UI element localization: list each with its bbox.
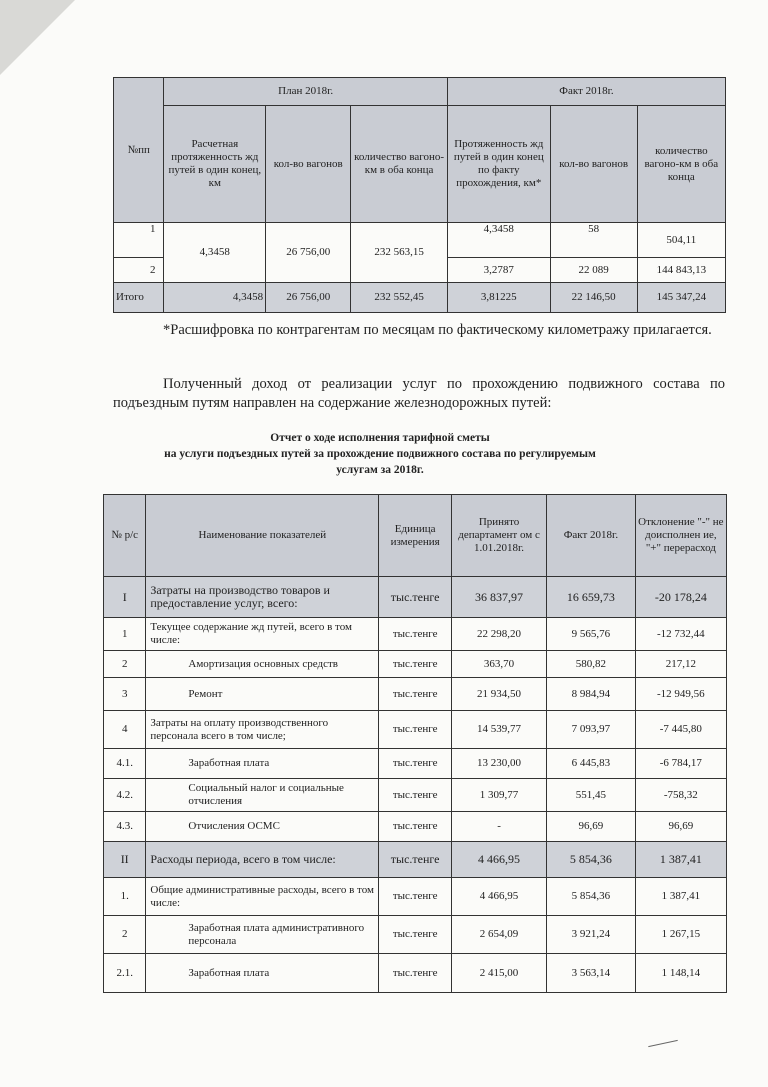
row-fact: 8 984,94 <box>547 678 636 711</box>
row-plan: 1 309,77 <box>452 779 547 812</box>
total-value: 145 347,24 <box>637 283 725 313</box>
row-deviation: -7 445,80 <box>635 711 726 749</box>
report-title-line3: услугам за 2018г. <box>336 464 424 476</box>
footnote: *Расшифровка по контрагентам по месяцам по фактическому километражу прилагается. <box>163 322 712 338</box>
row-unit: тыс.тенге <box>379 749 452 779</box>
fact-wagon-km-header: количество вагоно-км в оба конца <box>637 106 725 223</box>
plan-wagon-km-header: количество вагоно-км в оба конца <box>351 106 448 223</box>
row-name: Заработная плата <box>146 954 379 993</box>
row-fact: 551,45 <box>547 779 636 812</box>
row-unit: тыс.тенге <box>379 842 452 878</box>
row-plan: - <box>452 812 547 842</box>
row-deviation: 96,69 <box>635 812 726 842</box>
total-value: 22 146,50 <box>550 283 637 313</box>
row-name: Социальный налог и социальные отчисления <box>146 779 379 812</box>
row-deviation: 1 267,15 <box>635 916 726 954</box>
row-deviation: 1 387,41 <box>635 878 726 916</box>
row-name: Отчисления ОСМС <box>146 812 379 842</box>
row-name: Амортизация основных средств <box>146 651 379 678</box>
row-num: 4.3. <box>104 812 146 842</box>
plan-fact-table <box>113 77 726 313</box>
row-fact: 3 563,14 <box>547 954 636 993</box>
row-name: Затраты на производство товаров и предоставление услуг, всего: <box>146 577 379 618</box>
row-deviation: -20 178,24 <box>635 577 726 618</box>
row-plan: 21 934,50 <box>452 678 547 711</box>
table-row <box>104 678 727 711</box>
row-num: 1 <box>114 223 164 258</box>
table-row <box>104 711 727 749</box>
fact-length-value: 3,2787 <box>447 258 550 283</box>
fact-wagons-value: 22 089 <box>550 258 637 283</box>
fact-length-value: 4,3458 <box>447 223 550 258</box>
header-unit: Единица измерения <box>379 495 452 577</box>
row-plan: 363,70 <box>452 651 547 678</box>
row-plan: 4 466,95 <box>452 878 547 916</box>
row-num: 2 <box>114 258 164 283</box>
plan-wagon-km-value: 232 563,15 <box>351 223 448 283</box>
row-unit: тыс.тенге <box>379 618 452 651</box>
row-unit: тыс.тенге <box>379 916 452 954</box>
row-fact: 9 565,76 <box>547 618 636 651</box>
row-fact: 6 445,83 <box>547 749 636 779</box>
table-row <box>104 878 727 916</box>
row-fact: 96,69 <box>547 812 636 842</box>
section-row <box>104 842 727 878</box>
row-deviation: -12 949,56 <box>635 678 726 711</box>
row-name: Расходы периода, всего в том числе: <box>146 842 379 878</box>
row-deviation: -6 784,17 <box>635 749 726 779</box>
row-num: 1. <box>104 878 146 916</box>
table-row <box>104 954 727 993</box>
row-name: Ремонт <box>146 678 379 711</box>
table-row <box>104 916 727 954</box>
row-unit: тыс.тенге <box>379 878 452 916</box>
row-num: 1 <box>104 618 146 651</box>
row-num: 2 <box>104 916 146 954</box>
row-num: 4.1. <box>104 749 146 779</box>
row-plan: 36 837,97 <box>452 577 547 618</box>
row-num: 2 <box>104 651 146 678</box>
table-row <box>104 651 727 678</box>
table-row <box>104 749 727 779</box>
scan-corner-shadow <box>0 0 75 75</box>
row-num: 3 <box>104 678 146 711</box>
fact-wagons-value: 58 <box>550 223 637 258</box>
section-row <box>104 577 727 618</box>
row-num: II <box>104 842 146 878</box>
row-plan: 2 415,00 <box>452 954 547 993</box>
total-value: 26 756,00 <box>266 283 351 313</box>
row-deviation: -758,32 <box>635 779 726 812</box>
row-name: Заработная плата административного персонала <box>146 916 379 954</box>
row-plan: 4 466,95 <box>452 842 547 878</box>
body-paragraph: Полученный доход от реализации услуг по прохождению подвижного состава по подъездным путям направлен на содержание железнодорожных путей: <box>113 376 725 411</box>
total-value: 232 552,45 <box>351 283 448 313</box>
row-plan: 14 539,77 <box>452 711 547 749</box>
row-fact: 16 659,73 <box>547 577 636 618</box>
plan-wagons-value: 26 756,00 <box>266 223 351 283</box>
row-deviation: 1 387,41 <box>635 842 726 878</box>
row-num: 4.2. <box>104 779 146 812</box>
header-name: Наименование показателей <box>146 495 379 577</box>
row-name: Заработная плата <box>146 749 379 779</box>
col-num-header: №пп <box>114 78 164 223</box>
total-label: Итого <box>114 283 164 313</box>
fact-wagons-header: кол-во вагонов <box>550 106 637 223</box>
row-deviation: -12 732,44 <box>635 618 726 651</box>
plan-length-value: 4,3458 <box>164 223 266 283</box>
row-unit: тыс.тенге <box>379 779 452 812</box>
row-num: 2.1. <box>104 954 146 993</box>
fact-wagon-km-value: 144 843,13 <box>637 258 725 283</box>
row-deviation: 1 148,14 <box>635 954 726 993</box>
row-plan: 13 230,00 <box>452 749 547 779</box>
row-name: Затраты на оплату производственного персонала всего в том числе; <box>146 711 379 749</box>
report-title-line1: Отчет о ходе исполнения тарифной сметы <box>270 432 490 444</box>
fact-length-header: Протяженность жд путей в один конец по факту прохождения, км* <box>447 106 550 223</box>
row-plan: 22 298,20 <box>452 618 547 651</box>
row-unit: тыс.тенге <box>379 577 452 618</box>
row-unit: тыс.тенге <box>379 954 452 993</box>
plan-header: План 2018г. <box>164 78 447 106</box>
row-num: 4 <box>104 711 146 749</box>
row-unit: тыс.тенге <box>379 711 452 749</box>
fact-header: Факт 2018г. <box>447 78 725 106</box>
row-plan: 2 654,09 <box>452 916 547 954</box>
row-name: Текущее содержание жд путей, всего в том числе: <box>146 618 379 651</box>
signature-mark <box>648 1040 678 1047</box>
header-deviation: Отклонение "-" не доисполнен ие, "+" перерасход <box>635 495 726 577</box>
row-num: I <box>104 577 146 618</box>
report-title-line2: на услуги подъездных путей за прохождение подвижного состава по регулируемым <box>164 448 596 460</box>
tariff-report-table <box>103 494 727 993</box>
table-row <box>104 812 727 842</box>
row-unit: тыс.тенге <box>379 812 452 842</box>
row-deviation: 217,12 <box>635 651 726 678</box>
row-fact: 5 854,36 <box>547 842 636 878</box>
row-name: Общие административные расходы, всего в том числе: <box>146 878 379 916</box>
plan-wagons-header: кол-во вагонов <box>266 106 351 223</box>
header-num: № р/с <box>104 495 146 577</box>
row-fact: 5 854,36 <box>547 878 636 916</box>
row-fact: 580,82 <box>547 651 636 678</box>
header-fact: Факт 2018г. <box>547 495 636 577</box>
row-unit: тыс.тенге <box>379 651 452 678</box>
plan-length-header: Расчетная протяженность жд путей в один конец, км <box>164 106 266 223</box>
row-fact: 7 093,97 <box>547 711 636 749</box>
header-plan: Принято департамент ом с 1.01.2018г. <box>452 495 547 577</box>
table-row <box>104 779 727 812</box>
total-value: 3,81225 <box>447 283 550 313</box>
fact-wagon-km-value: 504,11 <box>637 223 725 258</box>
total-value: 4,3458 <box>164 283 266 313</box>
row-fact: 3 921,24 <box>547 916 636 954</box>
row-unit: тыс.тенге <box>379 678 452 711</box>
table-row <box>104 618 727 651</box>
